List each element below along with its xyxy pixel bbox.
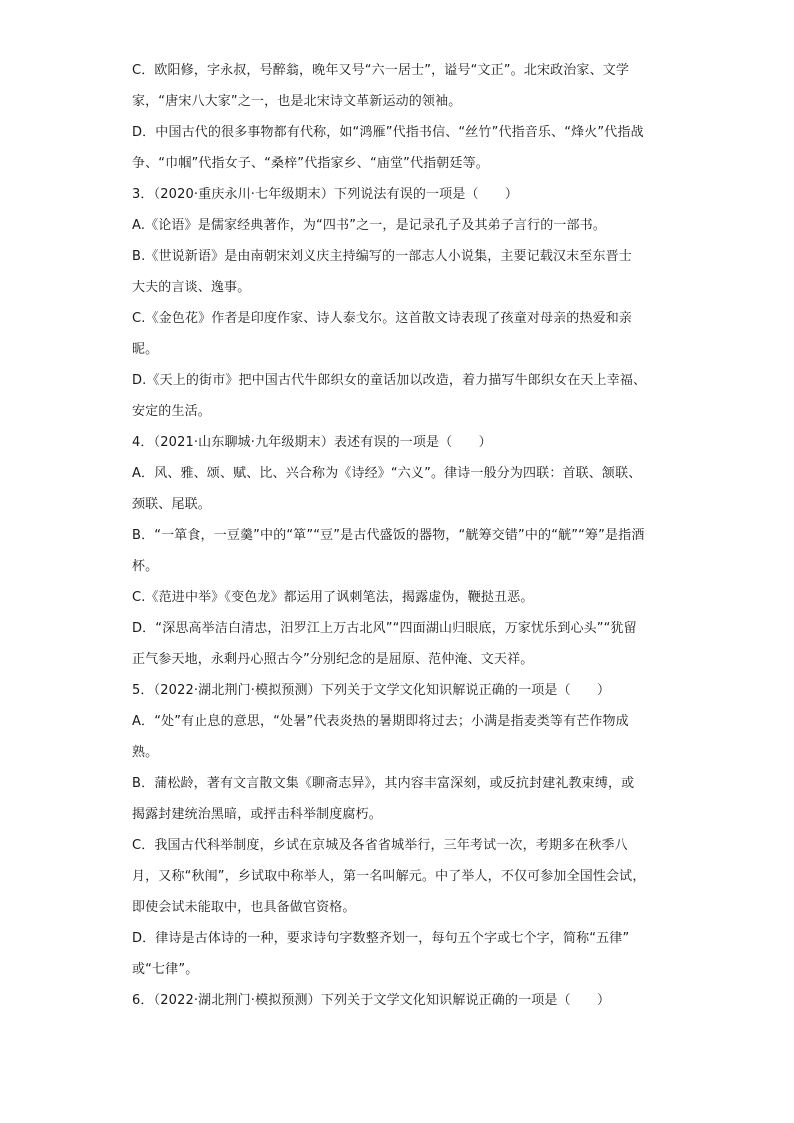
text-line: 昵。 [132,342,159,357]
text-line: 家，“唐宋八大家”之一，也是北宋诗文革新运动的领袖。 [132,94,462,109]
text-line: 揭露封建统治黑暗，或抨击科举制度腐朽。 [132,807,382,822]
option-line: A．风、雅、颂、赋、比、兴合称为《诗经》“六义”。律诗一般分为四联：首联、颔联、 [132,466,642,481]
option-line: D．律诗是古体诗的一种，要求诗句字数整齐划一，每句五个字或七个字，简称“五律” [132,931,630,946]
option-line: D．“深思高举洁白清忠，汨罗江上万古北风”“四面湖山归眼底，万家忧乐到心头”“犹留 [132,621,637,636]
text-line: 大夫的言谈、逸事。 [132,280,251,295]
option-line: D.《天上的街市》把中国古代牛郎织女的童话加以改造，着力描写牛郎织女在天上幸福、 [132,373,647,388]
option-line: B．蒲松龄，著有文言散文集《聊斋志异》，其内容丰富深刻，或反抗封建礼教束缚，或 [132,776,635,791]
text-line: 即使会试未能取中，也具备做官资格。 [132,900,356,915]
text-line: 安定的生活。 [132,404,211,419]
text-line: 月，又称“秋闱”，乡试取中称举人，第一名叫解元。中了举人，不仅可参加全国性会试， [132,869,646,884]
text-line: 杯。 [132,559,159,574]
option-line: B．“一箪食，一豆羹”中的“箪”“豆”是古代盛饭的器物，“觥筹交错”中的“觥”“筹”是指酒 [132,528,645,543]
text-line: 颈联、尾联。 [132,497,211,512]
text-line: C．欧阳修，字永叔，号醉翁，晚年又号“六一居士”，谥号“文正”。北宋政治家、文学 [132,63,630,78]
question-heading: 6．（2022·湖北荆门·模拟预测）下列关于文学文化知识解说正确的一项是（ ） [132,993,611,1008]
text-line: 或“七律”。 [132,962,199,977]
option-line: C.《范进中举》《变色龙》都运用了讽刺笔法，揭露虚伪，鞭挞丑恶。 [132,590,534,605]
text-line: 熟。 [132,745,159,760]
question-heading: 3．（2020·重庆永川·七年级期末）下列说法有误的一项是（ ） [132,187,519,202]
option-line: B.《世说新语》是由南朝宋刘义庆主持编写的一部志人小说集，主要记载汉末至东晋士 [132,249,632,264]
question-heading: 4．（2021·山东聊城·九年级期末）表述有误的一项是（ ） [132,435,492,450]
text-line: 争、“巾帼”代指女子、“桑梓”代指家乡、“庙堂”代指朝廷等。 [132,156,489,171]
text-line: 正气参天地，永剩丹心照古今”分别纪念的是屈原、范仲淹、文天祥。 [132,652,534,667]
option-line: A.《论语》是儒家经典著作，为“四书”之一，是记录孔子及其弟子言行的一部书。 [132,218,606,233]
option-line: C.《金色花》作者是印度作家、诗人泰戈尔。这首散文诗表现了孩童对母亲的热爱和亲 [132,311,633,326]
text-line: D．中国古代的很多事物都有代称，如“鸿雁”代指书信、“丝竹”代指音乐、“烽火”代指战 [132,125,644,140]
option-line: A．“处”有止息的意思，“处暑”代表炎热的暑期即将过去；小满是指麦类等有芒作物成 [132,714,629,729]
question-heading: 5．（2022·湖北荆门·模拟预测）下列关于文学文化知识解说正确的一项是（ ） [132,683,611,698]
document-body [132,62,672,1023]
option-line: C．我国古代科举制度，乡试在京城及各省省城举行，三年考试一次，考期多在秋季八 [132,838,628,853]
